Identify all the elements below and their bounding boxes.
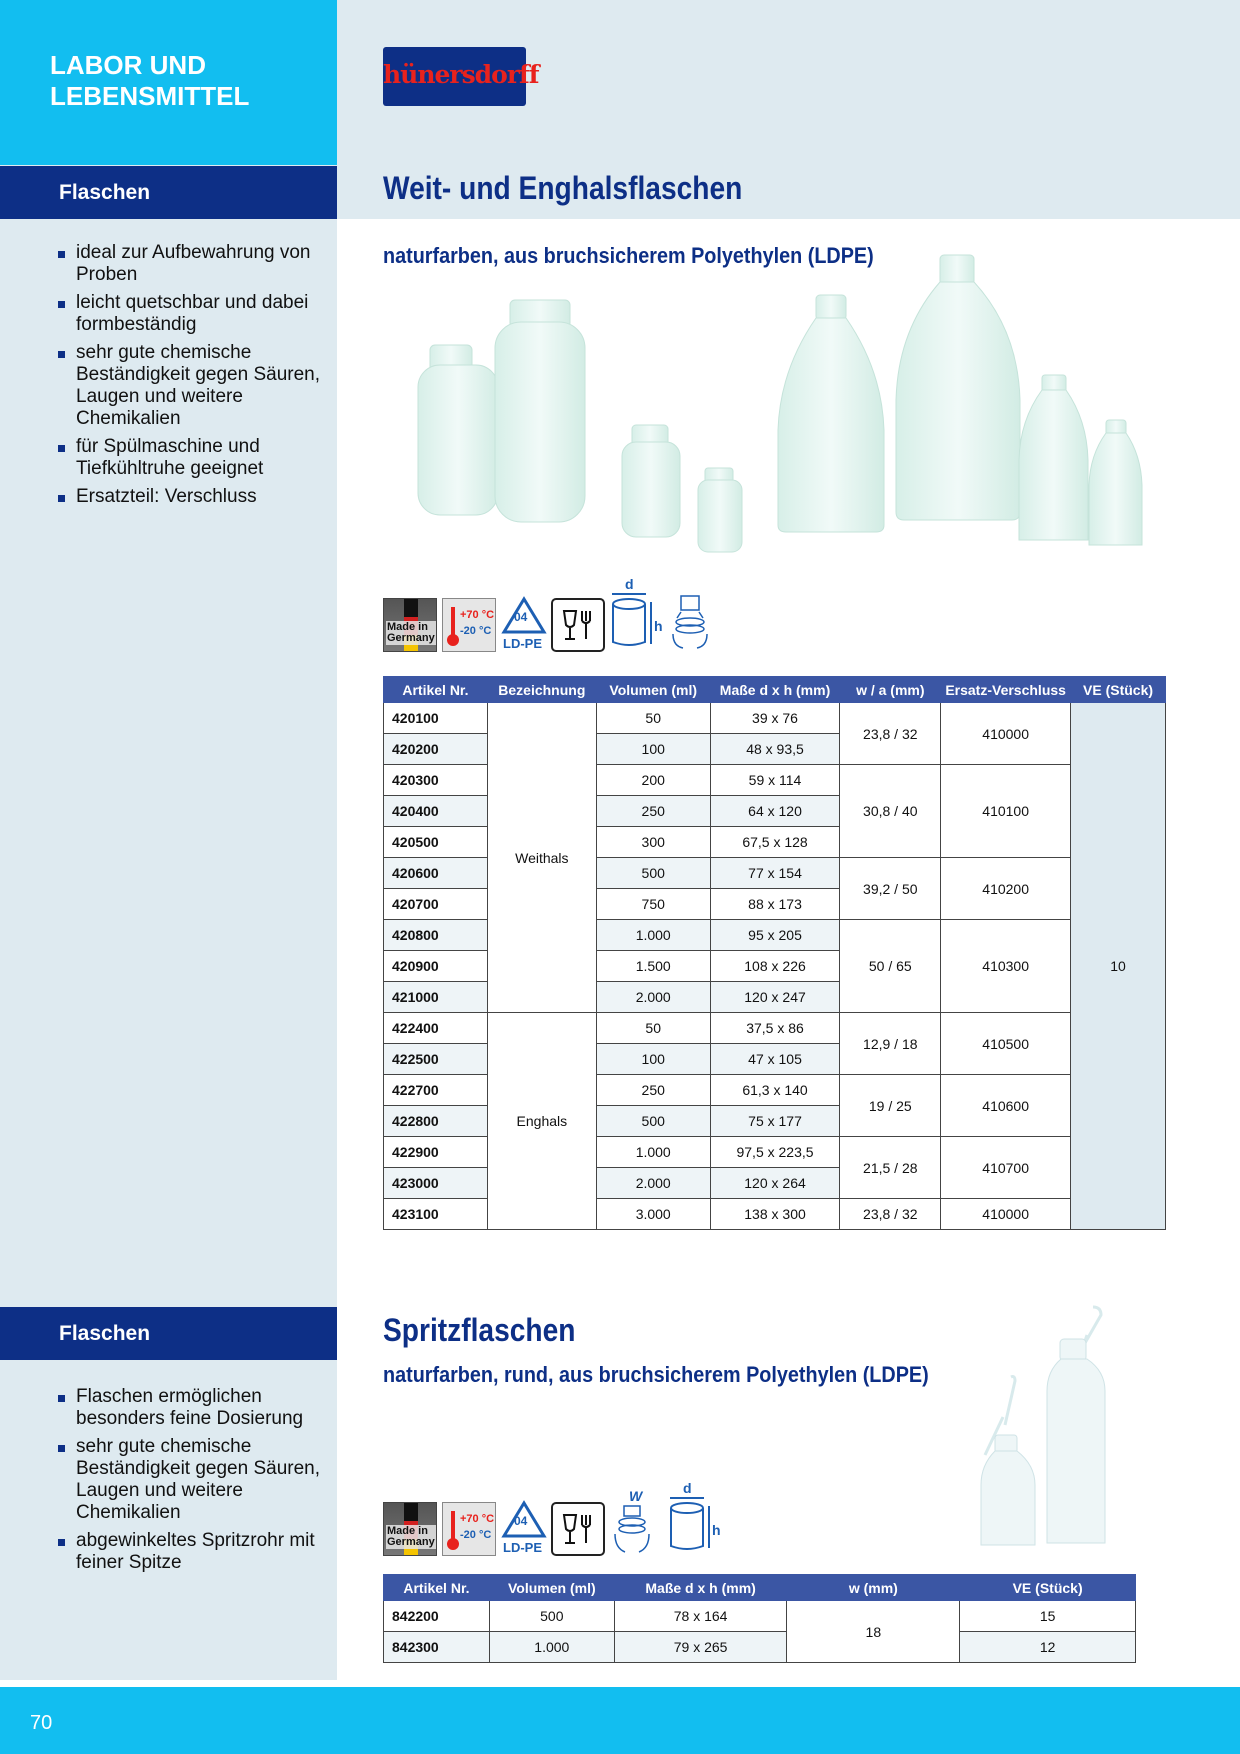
ve-cell: 15 bbox=[960, 1601, 1136, 1632]
thread-w-label: W bbox=[629, 1488, 643, 1504]
wa-cell: 23,8 / 32 bbox=[840, 1199, 941, 1230]
article-number: 423000 bbox=[384, 1168, 488, 1199]
bezeichnung-cell: Weithals bbox=[487, 703, 596, 1013]
dim-d-label: d bbox=[683, 1480, 692, 1496]
col-header: Artikel Nr. bbox=[384, 1575, 490, 1601]
article-number: 420200 bbox=[384, 734, 488, 765]
col-header: Maße d x h (mm) bbox=[614, 1575, 787, 1601]
dimension-icon bbox=[609, 576, 663, 650]
wa-cell: 23,8 / 32 bbox=[840, 703, 941, 765]
dimension-cell: 47 x 105 bbox=[710, 1044, 840, 1075]
section2-subtitle: naturfarben, rund, aus bruchsicherem Polyethylen (LDPE) bbox=[383, 1362, 929, 1387]
wa-cell: 19 / 25 bbox=[840, 1075, 941, 1137]
col-header: w (mm) bbox=[787, 1575, 960, 1601]
recycle-label: LD-PE bbox=[503, 1540, 542, 1555]
col-header: Artikel Nr. bbox=[384, 677, 488, 703]
article-number: 422700 bbox=[384, 1075, 488, 1106]
bullet-item: für Spülmaschine und Tiefkühltruhe geeignet bbox=[58, 436, 320, 480]
volume-cell: 500 bbox=[596, 1106, 710, 1137]
temp-low: -20 °C bbox=[460, 1529, 492, 1541]
wa-cell: 30,8 / 40 bbox=[840, 765, 941, 858]
section1-title: Weit- und Enghalsflaschen bbox=[383, 170, 743, 206]
article-number: 420900 bbox=[384, 951, 488, 982]
temp-low: -20 °C bbox=[460, 625, 492, 637]
bottles-photo bbox=[400, 250, 1160, 570]
section2-side-title: Flaschen bbox=[0, 1307, 337, 1360]
dimension-cell: 48 x 93,5 bbox=[710, 734, 840, 765]
brand-logo bbox=[383, 47, 539, 106]
wa-cell: 50 / 65 bbox=[840, 920, 941, 1013]
temperature-icon bbox=[442, 1502, 496, 1556]
w-cell: 18 bbox=[787, 1601, 960, 1663]
dimension-cell: 59 x 114 bbox=[710, 765, 840, 796]
ersatz-cell: 410100 bbox=[941, 765, 1071, 858]
volume-cell: 1.500 bbox=[596, 951, 710, 982]
ve-cell: 10 bbox=[1071, 703, 1166, 1230]
temp-high: +70 °C bbox=[460, 1513, 495, 1525]
volume-cell: 100 bbox=[596, 734, 710, 765]
glass-fork-icon bbox=[558, 605, 598, 645]
col-header: Bezeichnung bbox=[487, 677, 596, 703]
article-number: 422500 bbox=[384, 1044, 488, 1075]
ersatz-cell: 410600 bbox=[941, 1075, 1071, 1137]
ersatz-cell: 410300 bbox=[941, 920, 1071, 1013]
table-row bbox=[384, 703, 1166, 734]
thermometer-icon bbox=[446, 1509, 460, 1551]
bullet-item: sehr gute chemische Beständigkeit gegen Säuren, Laugen und weitere Chemikalien bbox=[58, 342, 320, 430]
dimension-cell: 120 x 264 bbox=[710, 1168, 840, 1199]
article-number: 420400 bbox=[384, 796, 488, 827]
recycling-ldpe-icon bbox=[501, 596, 547, 654]
dim-d-label: d bbox=[625, 576, 634, 592]
volume-cell: 250 bbox=[596, 1075, 710, 1106]
dimension-cell: 138 x 300 bbox=[710, 1199, 840, 1230]
ve-cell: 12 bbox=[960, 1632, 1136, 1663]
dimension-cell: 95 x 205 bbox=[710, 920, 840, 951]
dimension-cell: 75 x 177 bbox=[710, 1106, 840, 1137]
logo-text: hünersdorff bbox=[383, 60, 539, 89]
col-header: Maße d x h (mm) bbox=[710, 677, 840, 703]
article-number: 842300 bbox=[384, 1632, 490, 1663]
dimension-cell: 97,5 x 223,5 bbox=[710, 1137, 840, 1168]
ersatz-cell: 410000 bbox=[941, 1199, 1071, 1230]
ersatz-cell: 410000 bbox=[941, 703, 1071, 765]
volume-cell: 1.000 bbox=[596, 920, 710, 951]
section1-icon-row bbox=[383, 576, 723, 654]
volume-cell: 3.000 bbox=[596, 1199, 710, 1230]
volume-cell: 500 bbox=[489, 1601, 614, 1632]
volume-cell: 750 bbox=[596, 889, 710, 920]
bottle-thread-icon bbox=[667, 592, 713, 650]
section1-bullet-list bbox=[58, 242, 320, 514]
food-safe-icon bbox=[551, 1502, 605, 1556]
section2-bullet-list bbox=[58, 1386, 320, 1580]
article-number: 420700 bbox=[384, 889, 488, 920]
recycling-ldpe-icon bbox=[501, 1500, 547, 1558]
made-in-germany-label: Made in Germany bbox=[387, 1525, 435, 1548]
dimension-cell: 61,3 x 140 bbox=[710, 1075, 840, 1106]
section1-subtitle: naturfarben, aus bruchsicherem Polyethylen (LDPE) bbox=[383, 243, 874, 268]
article-number: 420800 bbox=[384, 920, 488, 951]
bullet-item: abgewinkeltes Spritzrohr mit feiner Spitze bbox=[58, 1530, 320, 1574]
dimension-cell: 108 x 226 bbox=[710, 951, 840, 982]
article-number: 842200 bbox=[384, 1601, 490, 1632]
wash-bottles-photo bbox=[975, 1305, 1125, 1550]
col-header: w / a (mm) bbox=[840, 677, 941, 703]
volume-cell: 2.000 bbox=[596, 1168, 710, 1199]
table-row bbox=[384, 1013, 1166, 1044]
volume-cell: 1.000 bbox=[489, 1632, 614, 1663]
bullet-item: Ersatzteil: Verschluss bbox=[58, 486, 320, 508]
dimension-cell: 79 x 265 bbox=[614, 1632, 787, 1663]
dimension-cell: 64 x 120 bbox=[710, 796, 840, 827]
table-row bbox=[384, 1632, 1136, 1663]
thread-icon bbox=[667, 592, 713, 650]
thread-icon bbox=[609, 1488, 655, 1554]
made-in-germany-label: Made in Germany bbox=[387, 621, 435, 644]
section2-title: Spritzflaschen bbox=[383, 1312, 576, 1348]
bullet-item: sehr gute chemische Beständigkeit gegen Säuren, Laugen und weitere Chemikalien bbox=[58, 1436, 320, 1524]
volume-cell: 300 bbox=[596, 827, 710, 858]
article-number: 420100 bbox=[384, 703, 488, 734]
volume-cell: 1.000 bbox=[596, 1137, 710, 1168]
recycle-number: 04 bbox=[514, 610, 528, 624]
article-number: 422900 bbox=[384, 1137, 488, 1168]
made-in-germany-icon bbox=[383, 1502, 437, 1556]
dimension-cell: 39 x 76 bbox=[710, 703, 840, 734]
ersatz-cell: 410200 bbox=[941, 858, 1071, 920]
dimension-cell: 37,5 x 86 bbox=[710, 1013, 840, 1044]
bezeichnung-cell: Enghals bbox=[487, 1013, 596, 1230]
temp-high: +70 °C bbox=[460, 609, 495, 621]
footer-band bbox=[0, 1687, 1240, 1754]
article-number: 422800 bbox=[384, 1106, 488, 1137]
thermometer-icon bbox=[446, 605, 460, 647]
dim-h-label: h bbox=[654, 618, 663, 634]
dimension-cell: 88 x 173 bbox=[710, 889, 840, 920]
section1-side-title: Flaschen bbox=[0, 166, 337, 219]
section2-icon-row bbox=[383, 1480, 723, 1558]
col-header: Ersatz-Verschluss bbox=[941, 677, 1071, 703]
volume-cell: 100 bbox=[596, 1044, 710, 1075]
col-header: VE (Stück) bbox=[1071, 677, 1166, 703]
ersatz-cell: 410500 bbox=[941, 1013, 1071, 1075]
volume-cell: 50 bbox=[596, 703, 710, 734]
section2-table bbox=[383, 1574, 1136, 1663]
col-header: VE (Stück) bbox=[960, 1575, 1136, 1601]
recycle-number: 04 bbox=[514, 1514, 528, 1528]
dimension-cell: 67,5 x 128 bbox=[710, 827, 840, 858]
recycle-label: LD-PE bbox=[503, 636, 542, 651]
col-header: Volumen (ml) bbox=[596, 677, 710, 703]
article-number: 423100 bbox=[384, 1199, 488, 1230]
volume-cell: 2.000 bbox=[596, 982, 710, 1013]
wa-cell: 12,9 / 18 bbox=[840, 1013, 941, 1075]
volume-cell: 500 bbox=[596, 858, 710, 889]
wa-cell: 39,2 / 50 bbox=[840, 858, 941, 920]
table-header-row bbox=[384, 1575, 1136, 1601]
bullet-item: leicht quetschbar und dabei formbeständig bbox=[58, 292, 320, 336]
article-number: 420600 bbox=[384, 858, 488, 889]
wa-cell: 21,5 / 28 bbox=[840, 1137, 941, 1199]
dimension-cell: 77 x 154 bbox=[710, 858, 840, 889]
volume-cell: 250 bbox=[596, 796, 710, 827]
made-in-germany-icon bbox=[383, 598, 437, 652]
article-number: 421000 bbox=[384, 982, 488, 1013]
article-number: 422400 bbox=[384, 1013, 488, 1044]
section1-table bbox=[383, 676, 1166, 1230]
bullet-item: Flaschen ermöglichen besonders feine Dosierung bbox=[58, 1386, 320, 1430]
dimension-icon bbox=[667, 1480, 721, 1554]
dimension-cell: 78 x 164 bbox=[614, 1601, 787, 1632]
col-header: Volumen (ml) bbox=[489, 1575, 614, 1601]
table-header-row bbox=[384, 677, 1166, 703]
volume-cell: 50 bbox=[596, 1013, 710, 1044]
page-number: 70 bbox=[30, 1712, 53, 1734]
article-number: 420300 bbox=[384, 765, 488, 796]
food-safe-icon bbox=[551, 598, 605, 652]
bullet-item: ideal zur Aufbewahrung von Proben bbox=[58, 242, 320, 286]
ersatz-cell: 410700 bbox=[941, 1137, 1071, 1199]
temperature-icon bbox=[442, 598, 496, 652]
table-row bbox=[384, 1601, 1136, 1632]
article-number: 420500 bbox=[384, 827, 488, 858]
bottle-thread-icon bbox=[609, 1504, 655, 1554]
dim-h-label: h bbox=[712, 1522, 721, 1538]
volume-cell: 200 bbox=[596, 765, 710, 796]
glass-fork-icon bbox=[558, 1509, 598, 1549]
category-title: LABOR UND LEBENSMITTEL bbox=[50, 50, 250, 111]
dimension-cell: 120 x 247 bbox=[710, 982, 840, 1013]
